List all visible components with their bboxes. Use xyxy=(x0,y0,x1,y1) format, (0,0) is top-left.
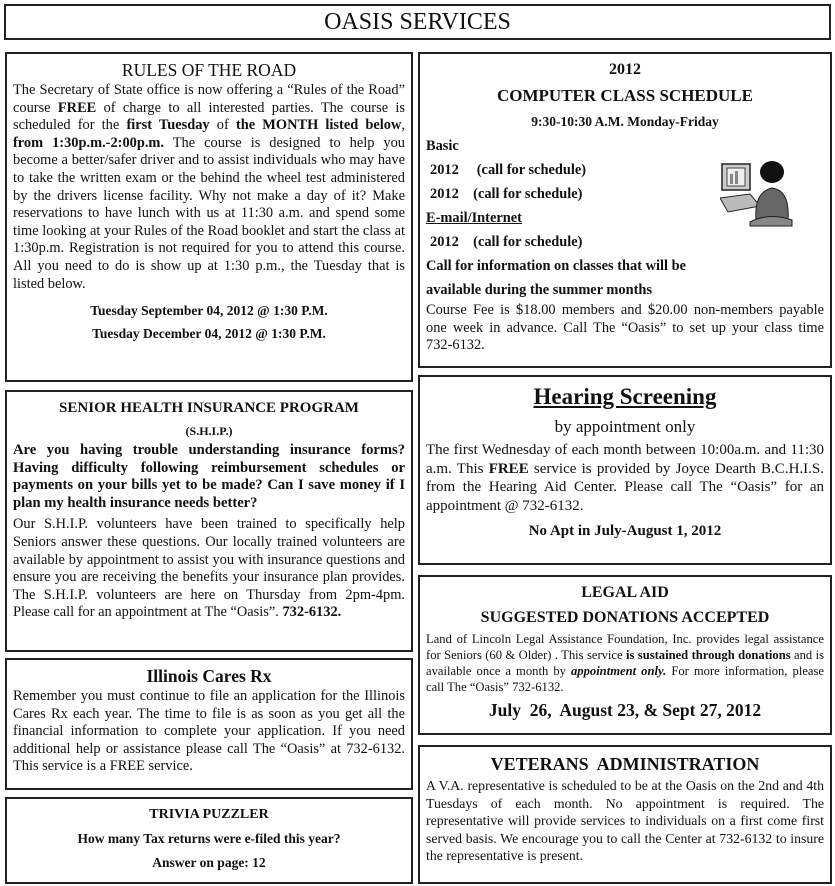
course-date: Tuesday December 04, 2012 @ 1:30 P.M. xyxy=(92,326,326,342)
section-subheading: (S.H.I.P.) xyxy=(185,424,233,438)
section-body: Remember you must continue to file an application for the Illinois Cares Rx each year. The time to file is as soon as you get all the financial information to complete your application. If you need additional help or assistance please call The “Oasis” at 732-6132. This service is a FREE service. xyxy=(13,688,405,775)
text: FREE xyxy=(57,99,97,116)
illinois-cares-section xyxy=(5,658,413,790)
section-year: 2012 xyxy=(609,61,641,78)
person-at-computer-icon xyxy=(720,158,795,228)
rules-of-the-road-section xyxy=(5,52,413,382)
text: The course is designed to help you become a better/safer driver and to assist individuals who may have to take the written exam or the behind the wheel test administered by the drivers license facility. Why not make a day of it? Make reservations to have lunch with us at 11:30 a.m. and spend some time looking at your Rules of the Road booklet and start the class at 1:30p.m. Registration is not required for you to attend this course. All you need to do is show up at 1:30 p.m., the Tuesday that is listed below. xyxy=(13,134,405,292)
section-heading: Hearing Screening xyxy=(533,384,717,409)
hearing-screening-section xyxy=(418,375,832,565)
text: the MONTH listed below xyxy=(235,117,402,134)
phone-number: 732-6132. xyxy=(282,604,342,621)
trivia-section xyxy=(5,797,413,884)
schedule-line: 2012 (call for schedule) xyxy=(430,234,583,250)
ship-section xyxy=(5,390,413,652)
section-body xyxy=(426,631,824,695)
text: service is provided by Joyce Dearth B.C.H.I.S. from the Hearing Aid Center. Please call The “Oasis” for an appointment @ 732-6132. xyxy=(426,460,824,514)
section-heading: Illinois Cares Rx xyxy=(146,666,272,686)
section-heading: LEGAL AID xyxy=(581,584,669,601)
trivia-answer: Answer on page: 12 xyxy=(152,855,266,870)
section-heading: TRIVIA PUZZLER xyxy=(149,807,269,822)
schedule-line: 2012 (call for schedule) xyxy=(430,186,583,202)
computer-class-section xyxy=(418,52,832,368)
text: first Tuesday xyxy=(126,117,210,134)
section-body: A V.A. representative is scheduled to be at the Oasis on the 2nd and 4th Tuesdays of each month. No appointment is required. The representative will provide services to individuals on a first come first served basis. We encourage you to call the Center at 732-6132 to insure the representative is present. xyxy=(426,778,824,864)
section-heading: COMPUTER CLASS SCHEDULE xyxy=(497,86,753,105)
section-subheading: by appointment only xyxy=(554,417,696,436)
info-line: available during the summer months xyxy=(426,282,653,298)
legal-aid-section xyxy=(418,575,832,735)
ship-questions: Are you having trouble understanding insurance forms? Having difficulty following reimbursement schedules or payments on your bills yet to be made? Can I save money if I plan my health insurance needs better? xyxy=(13,442,405,511)
page-title: OASIS SERVICES xyxy=(4,4,831,40)
text: and is available once a month by xyxy=(426,648,824,678)
section-body xyxy=(13,516,405,622)
section-body xyxy=(426,441,824,515)
basic-label: Basic xyxy=(426,138,459,154)
text: Our S.H.I.P. volunteers have been trained to specifically help Seniors answer these questions. Our locally trained volunteers are available by appointment to assist you with insurance questions and ensure you are receiving the benefits your insurance plan provides. The S.H.I.P. volunteers are here on Thursday from 2pm-4pm. Please call for an appointment at The “Oasis”. xyxy=(13,516,405,621)
section-body xyxy=(13,82,405,293)
section-heading: RULES OF THE ROAD xyxy=(121,60,297,80)
text: The Secretary of State office is now offering a “Rules of the Road” course xyxy=(13,82,405,116)
class-time: 9:30-10:30 A.M. Monday-Friday xyxy=(531,114,719,129)
text: , xyxy=(401,117,405,134)
text: The first Wednesday of each month between 10:00a.m. and 11:30 a.m. This xyxy=(426,442,824,477)
hearing-note: No Apt in July-August 1, 2012 xyxy=(528,523,722,539)
course-date: Tuesday September 04, 2012 @ 1:30 P.M. xyxy=(90,303,328,319)
text: of charge to all interested parties. The course is scheduled for the xyxy=(13,99,405,134)
text: is sustained through donations xyxy=(626,648,791,662)
course-fee: Course Fee is $18.00 members and $20.00 non-members payable one week in advance. Call The “Oasis” to set up your class time 732-6132. xyxy=(426,302,824,354)
trivia-question: How many Tax returns were e-filed this year? xyxy=(77,831,341,846)
info-line: Call for information on classes that will be xyxy=(426,258,686,274)
text: For more information, please call The “Oasis” 732-6132. xyxy=(426,664,824,694)
veterans-administration-section xyxy=(418,745,832,884)
section-heading: VETERANS ADMINISTRATION xyxy=(490,754,760,774)
legal-aid-dates: July 26, August 23, & Sept 27, 2012 xyxy=(488,700,762,720)
schedule-line: 2012 (call for schedule) xyxy=(430,162,587,178)
text: appointment only. xyxy=(571,664,667,678)
email-internet-label: E-mail/Internet xyxy=(426,210,522,226)
text: Land of Lincoln Legal Assistance Foundation, Inc. provides legal assistance for Seniors (60 & Older) . This service xyxy=(426,632,824,662)
text: from 1:30p.m.-2:00p.m. xyxy=(13,134,165,151)
section-heading: SENIOR HEALTH INSURANCE PROGRAM xyxy=(59,400,359,416)
section-subheading: SUGGESTED DONATIONS ACCEPTED xyxy=(480,609,770,626)
text: of xyxy=(209,117,236,134)
text: FREE xyxy=(488,460,529,477)
